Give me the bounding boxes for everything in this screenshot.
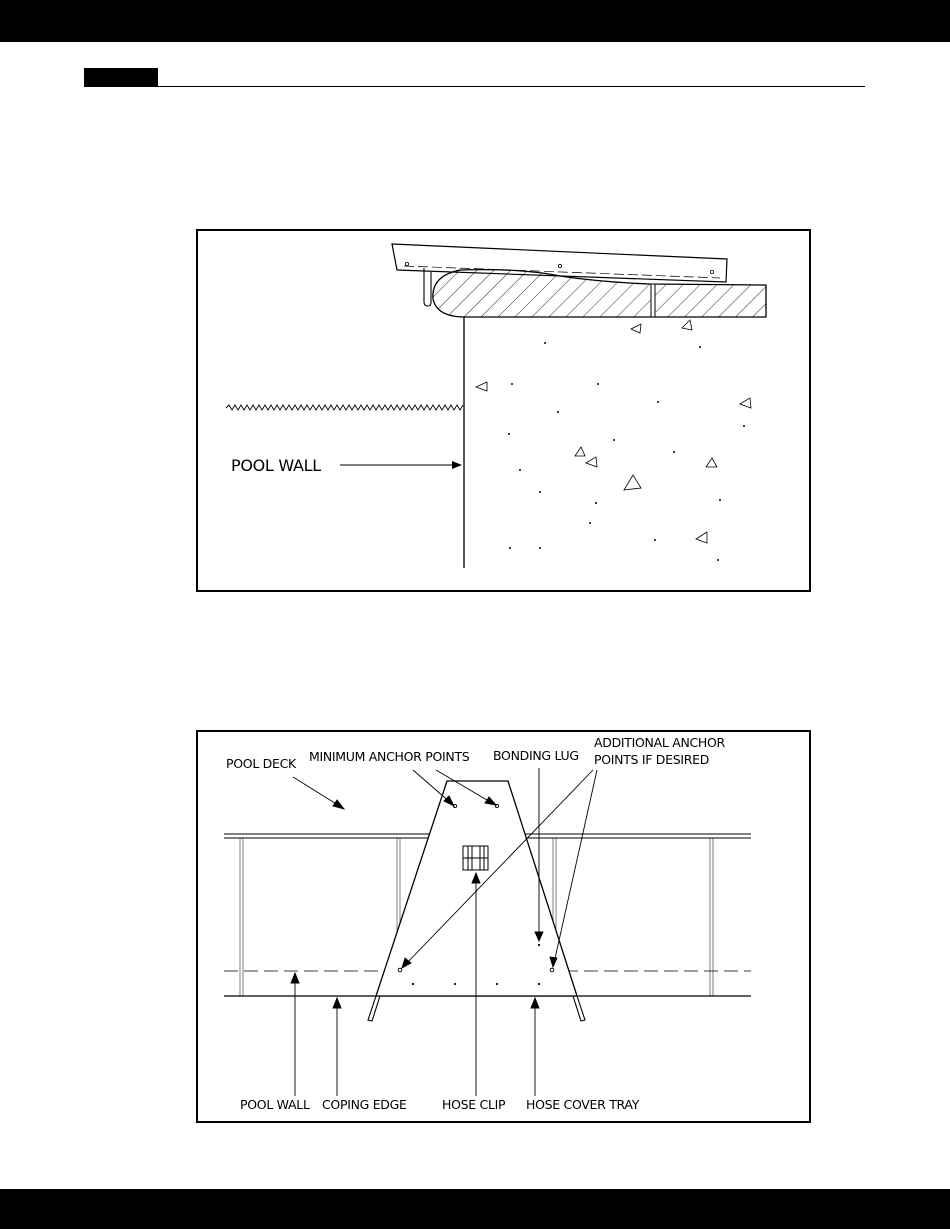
section-drawing bbox=[196, 229, 811, 592]
pool-wall-arrow bbox=[340, 461, 462, 469]
figure-coping-section bbox=[196, 229, 811, 592]
bottom-black-bar bbox=[0, 1189, 950, 1229]
tray-drawing bbox=[196, 730, 811, 1123]
pool-wall-label: POOL WALL bbox=[231, 456, 321, 475]
water-line bbox=[226, 405, 463, 410]
top-black-bar bbox=[0, 0, 950, 42]
hose-cover-tray-label: HOSE COVER TRAY bbox=[526, 1097, 640, 1112]
bonding-lug-label: BONDING LUG bbox=[493, 748, 579, 763]
coping-edge-label: COPING EDGE bbox=[322, 1097, 407, 1112]
hose-cover-tray bbox=[368, 781, 585, 1021]
pool-wall-label: POOL WALL bbox=[240, 1097, 310, 1112]
concrete-fill bbox=[476, 320, 751, 561]
additional-anchor-label-line1: ADDITIONAL ANCHOR bbox=[594, 735, 725, 750]
header-tab bbox=[84, 68, 158, 87]
hose-clip-label: HOSE CLIP bbox=[442, 1097, 506, 1112]
additional-anchor-label-line2: POINTS IF DESIRED bbox=[594, 752, 710, 767]
minimum-anchor-points-label: MINIMUM ANCHOR POINTS bbox=[309, 749, 470, 764]
pool-deck-label: POOL DECK bbox=[226, 756, 296, 771]
figure-hose-cover-tray bbox=[196, 730, 811, 1123]
header-rule bbox=[84, 86, 865, 87]
